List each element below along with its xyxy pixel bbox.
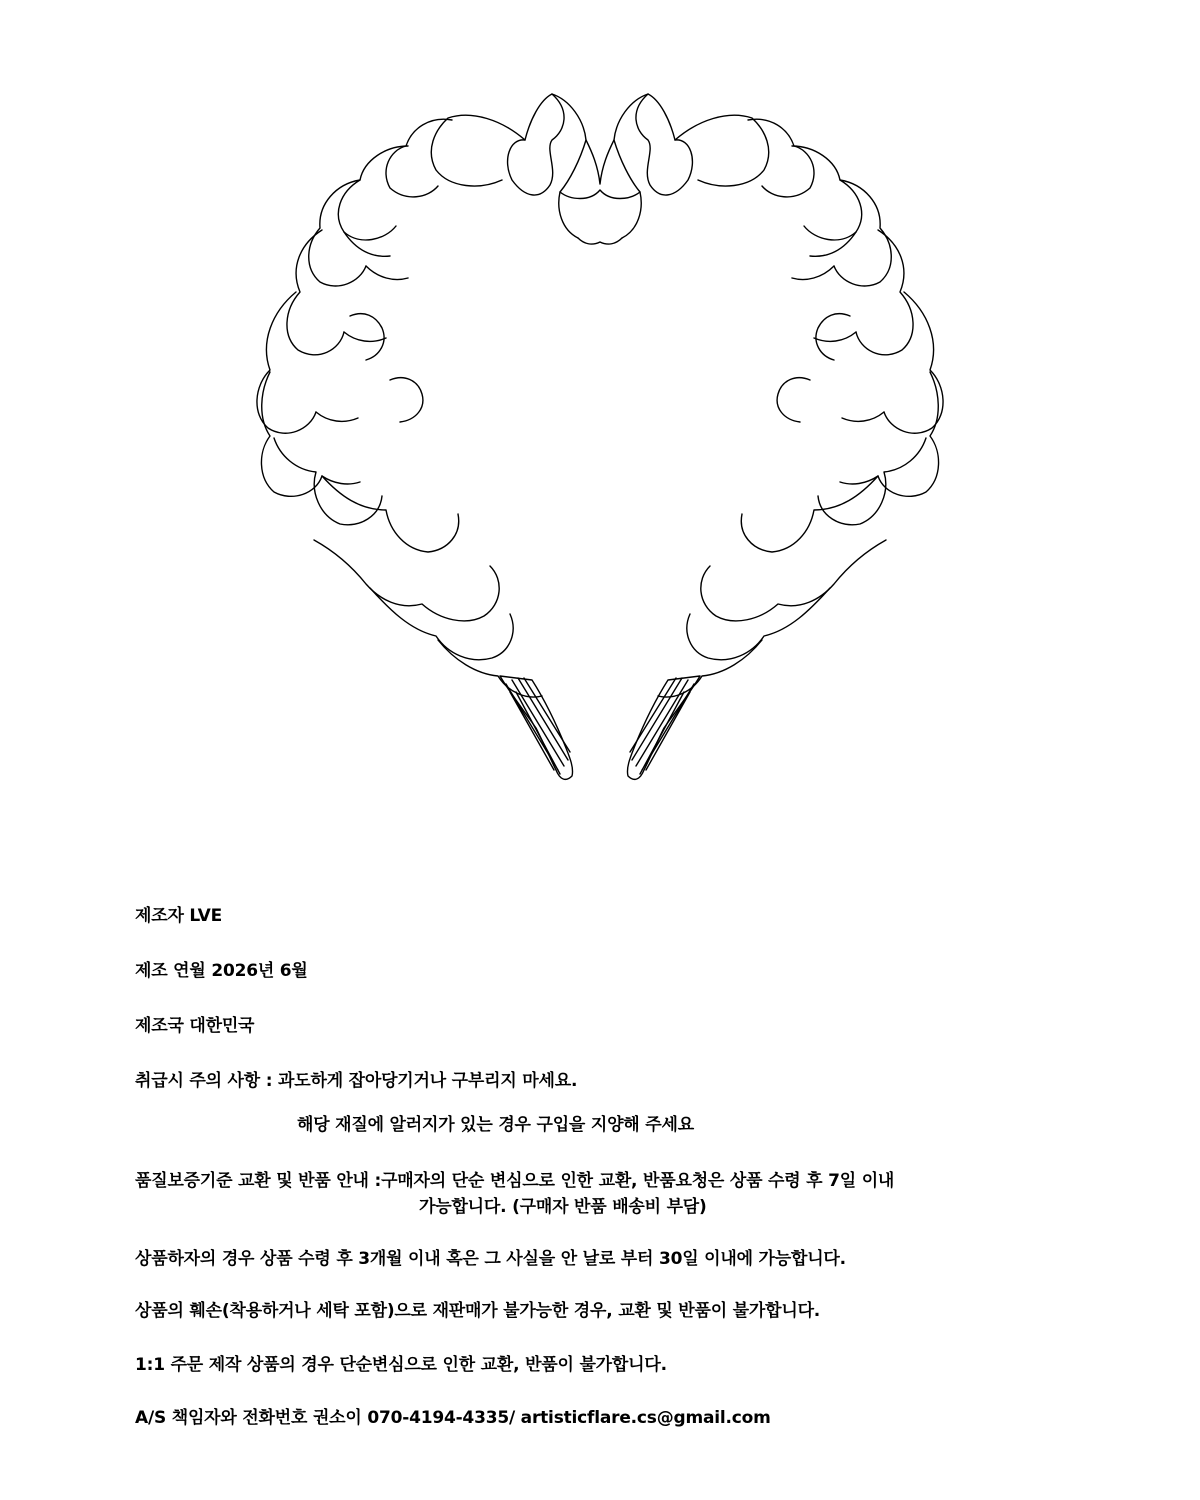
headband-left-ruffles <box>257 94 573 779</box>
as-contact-text: A/S 책임자와 전화번호 권소이 070-4194-4335/ artisticflare.cs@gmail.com <box>135 1408 771 1428</box>
defect-policy-text: 상품하자의 경우 상품 수령 후 3개월 이내 혹은 그 사실을 안 날로 부터 30일 이내에 가능합니다. <box>135 1249 846 1269</box>
allergy-caution-text: 해당 재질에 알러지가 있는 경우 구입을 지양해 주세요 <box>297 1115 694 1135</box>
damage-policy-text: 상품의 훼손(착용하거나 세탁 포함)으로 재판매가 불가능한 경우, 교환 및 반품이 불가합니다. <box>135 1301 821 1321</box>
headband-illustration <box>240 80 960 800</box>
warranty-text-line2: 가능합니다. (구매자 반품 배송비 부담) <box>419 1197 707 1217</box>
warranty-text-line1: 품질보증기준 교환 및 반품 안내 :구매자의 단순 변심으로 인한 교환, 반품요청은 상품 수령 후 7일 이내 <box>135 1171 895 1191</box>
caution-text: 취급시 주의 사항 : 과도하게 잡아당기거나 구부리지 마세요. <box>135 1071 578 1091</box>
manufacturer-text: 제조자 LVE <box>135 906 223 926</box>
custom-order-policy-text: 1:1 주문 제작 상품의 경우 단순변심으로 인한 교환, 반품이 불가합니다. <box>135 1355 667 1375</box>
headband-right-ruffles <box>627 94 943 779</box>
manufacture-date-text: 제조 연월 2026년 6월 <box>135 961 308 981</box>
origin-text: 제조국 대한민국 <box>135 1016 255 1036</box>
headband-center-bow <box>552 94 648 244</box>
